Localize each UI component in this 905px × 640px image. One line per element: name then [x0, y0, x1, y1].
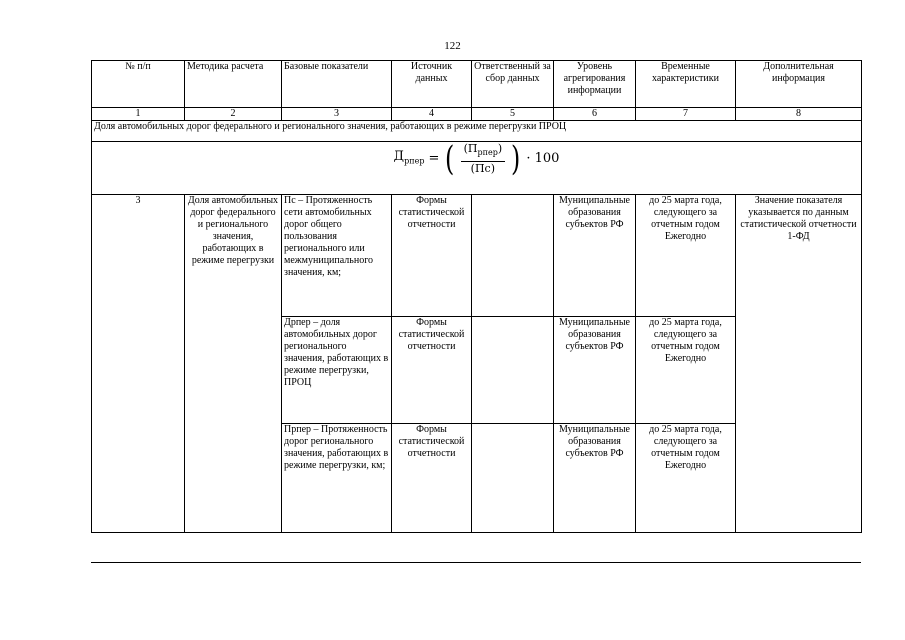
responsible [472, 424, 554, 533]
page-number: 122 [444, 40, 461, 52]
row-method: Доля автомобильных дорог федерального и регионального значения, работающих в режиме перегрузки [185, 195, 282, 533]
column-number-row [92, 108, 862, 121]
column-number: 8 [736, 108, 862, 121]
additional-info: Значение показателя указывается по данным статистической отчетности 1-ФД [736, 195, 862, 533]
base-indicator: Дрпер – доля автомобильных дорог регионального значения, работающих в режиме перегрузки, ПРОЦ [282, 317, 392, 424]
bottom-rule [91, 562, 861, 563]
column-number: 3 [282, 108, 392, 121]
column-number: 1 [92, 108, 185, 121]
column-number: 6 [554, 108, 636, 121]
data-source: Формы статистической отчетности [392, 317, 472, 424]
formula: $Д_{рпер}$ = ( $\frac{(П_{рпер})}{(Пс)}$ ) · 100 [393, 141, 560, 179]
formula-lhs: Д [393, 148, 405, 164]
column-number: 5 [472, 108, 554, 121]
timing: до 25 марта года, следующего за отчетным годом Ежегодно [636, 317, 736, 424]
timing: до 25 марта года, следующего за отчетным годом Ежегодно [636, 195, 736, 317]
formula-lhs-sub: рпер [404, 156, 425, 166]
aggregation-level: Муниципальные образования субъектов РФ [554, 424, 636, 533]
header-additional: Дополнительная информация [736, 61, 862, 108]
timing: до 25 марта года, следующего за отчетным годом Ежегодно [636, 424, 736, 533]
formula-fraction: $\frac{(П_{рпер})}{(Пс)}$ [461, 143, 506, 174]
formula-numerator: П [467, 142, 478, 156]
formula-denominator: Пс [474, 161, 491, 175]
header-timing: Временные характеристики [636, 61, 736, 108]
header-source: Источник данных [392, 61, 472, 108]
indicator-title-row [92, 121, 862, 142]
base-indicator: Пс – Протяженность сети автомобильных дорог общего пользования регионального или межмуниципального значения, км; [282, 195, 392, 317]
formula-multiplier: · 100 [526, 151, 560, 166]
header-level: Уровень агрегирования информации [554, 61, 636, 108]
aggregation-level: Муниципальные образования субъектов РФ [554, 195, 636, 317]
table-row [92, 195, 862, 317]
column-number: 7 [636, 108, 736, 121]
data-source: Формы статистической отчетности [392, 195, 472, 317]
column-number: 2 [185, 108, 282, 121]
header-base: Базовые показатели [282, 61, 392, 108]
header-number: № п/п [92, 61, 185, 108]
formula-numerator-sub: рпер [477, 148, 498, 158]
indicator-table [91, 60, 862, 533]
responsible [472, 195, 554, 317]
data-source: Формы статистической отчетности [392, 424, 472, 533]
formula-cell [92, 142, 862, 195]
header-method: Методика расчета [185, 61, 282, 108]
header-row [92, 61, 862, 108]
responsible [472, 317, 554, 424]
base-indicator: Прпер – Протяженность дорог регионального значения, работающих в режиме перегрузки, км; [282, 424, 392, 533]
header-responsible: Ответственный за сбор данных [472, 61, 554, 108]
formula-row [92, 142, 862, 195]
formula-equals: = [428, 151, 440, 166]
aggregation-level: Муниципальные образования субъектов РФ [554, 317, 636, 424]
column-number: 4 [392, 108, 472, 121]
indicator-title: Доля автомобильных дорог федерального и регионального значения, работающих в режиме перегрузки ПРОЦ [92, 121, 862, 142]
row-number: 3 [92, 195, 185, 533]
